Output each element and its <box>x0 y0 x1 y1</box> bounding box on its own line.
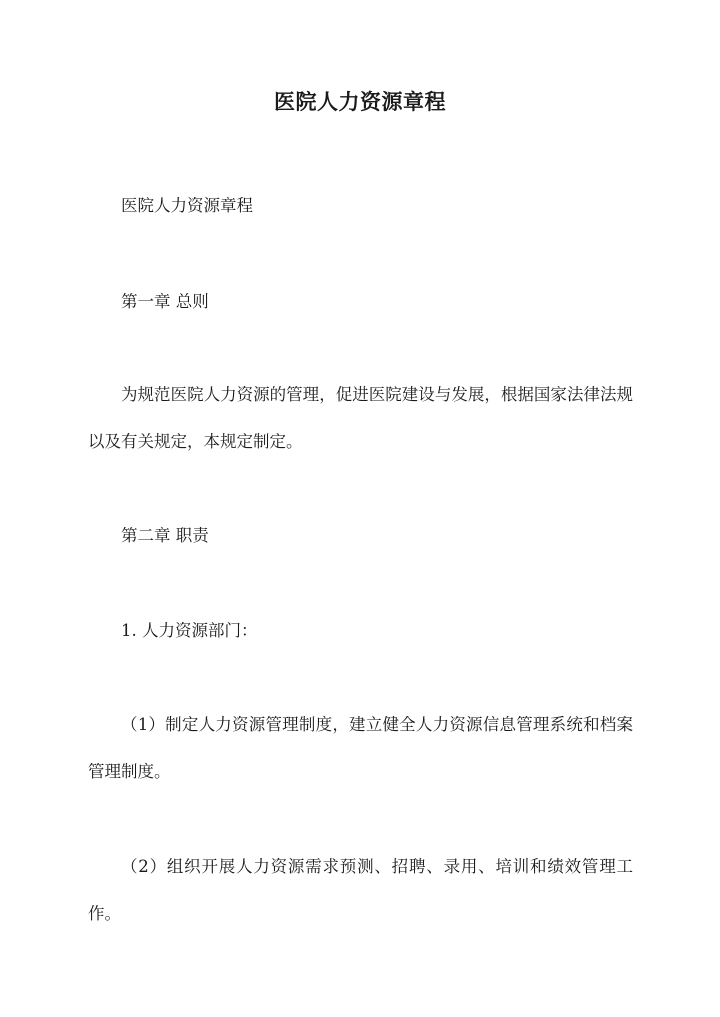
paragraph-general-provision: 为规范医院人力资源的管理，促进医院建设与发展，根据国家法律法规以及有关规定，本规定制定。 <box>88 385 633 451</box>
paragraph-duty-1: （1）制定人力资源管理制度，建立健全人力资源信息管理系统和档案管理制度。 <box>88 715 633 781</box>
paragraph-duty-2: （2）组织开展人力资源需求预测、招聘、录用、培训和绩效管理工作。 <box>88 857 633 923</box>
paragraph-chapter-1-heading: 第一章 总则 <box>121 292 209 311</box>
paragraph-chapter-2-heading: 第二章 职责 <box>121 526 209 545</box>
paragraph-subtitle: 医院人力资源章程 <box>121 196 253 215</box>
document-title: 医院人力资源章程 <box>274 89 446 114</box>
paragraph-hr-department: 1. 人力资源部门： <box>121 621 258 640</box>
